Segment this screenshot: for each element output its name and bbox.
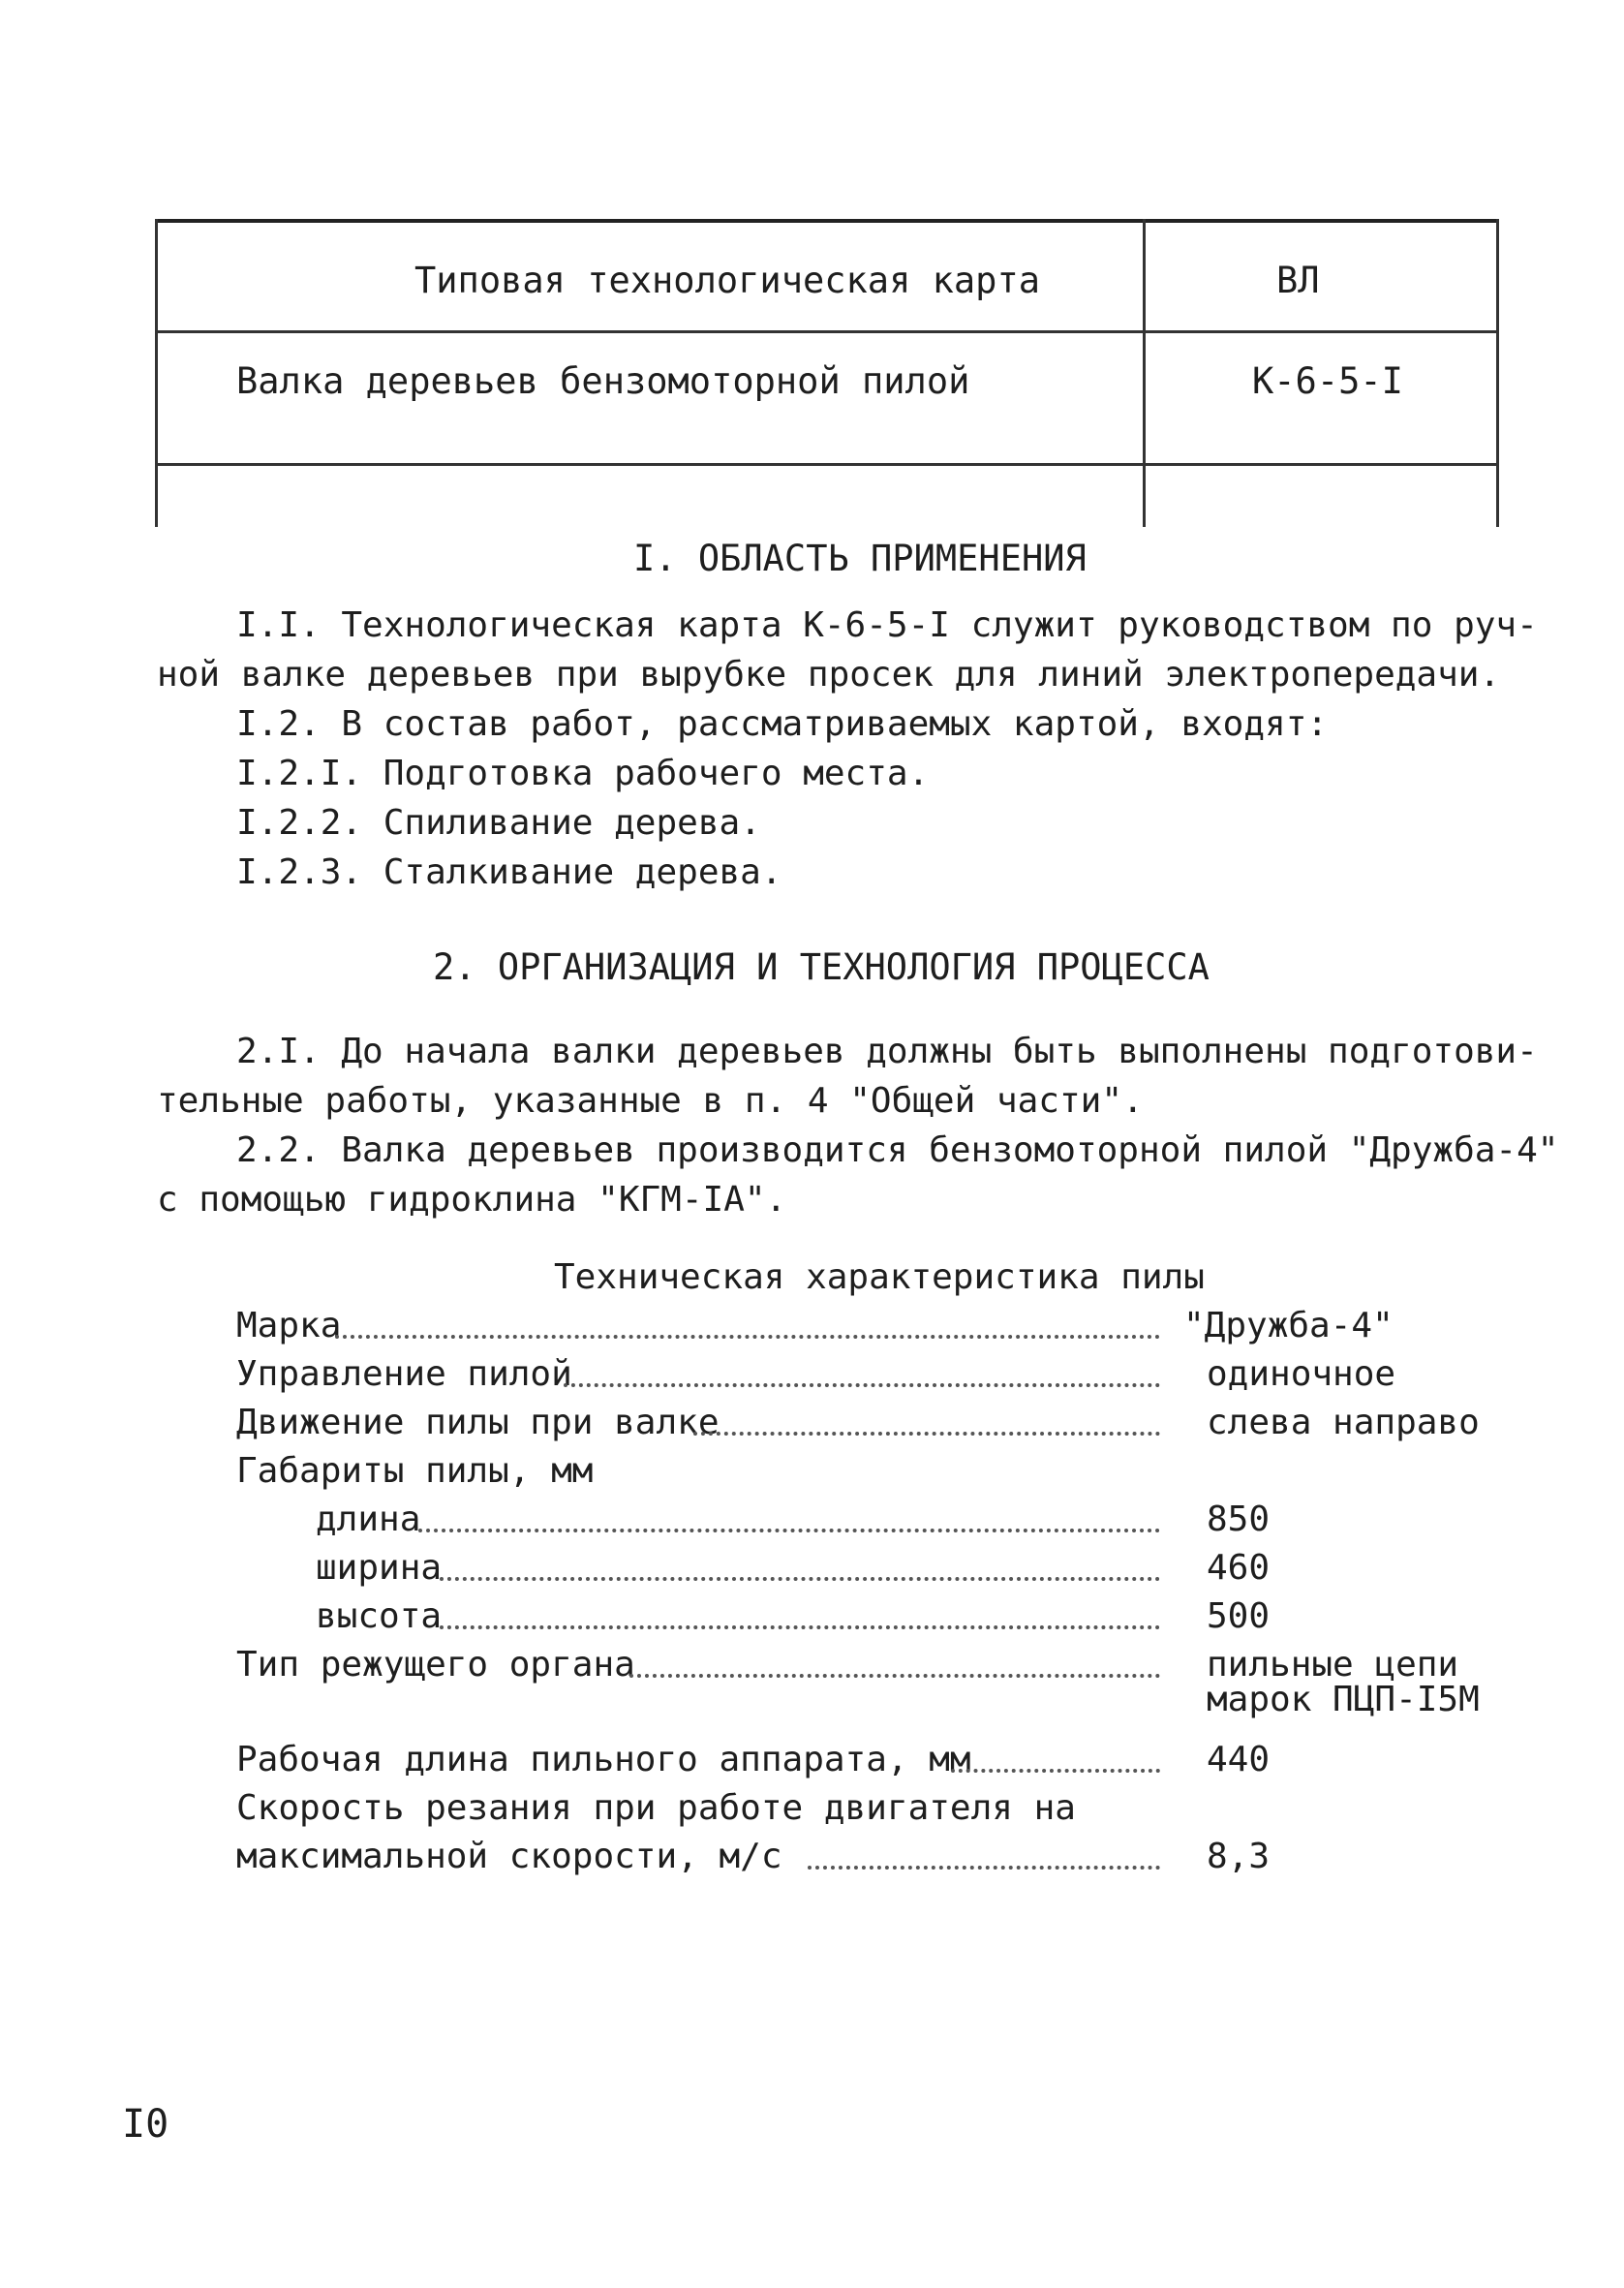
header-middle-border <box>155 330 1499 333</box>
header-column-divider <box>1143 219 1146 527</box>
spec-leader-dots <box>629 1645 1160 1678</box>
section2-paragraph2-line2: с помощью гидроклина "КГМ-IА". <box>157 1180 787 1220</box>
spec-name-dimensions: Габариты пилы, мм <box>236 1451 594 1491</box>
header-left-border <box>155 219 158 527</box>
spec-value-length: 850 <box>1207 1500 1271 1539</box>
spec-value-motion: слева направо <box>1207 1403 1480 1442</box>
section2-paragraph2-line1: 2.2. Валка деревьев производится бензомоторной пилой "Дружба-4" <box>236 1130 1559 1170</box>
section2-paragraph1-line2: тельные работы, указанные в п. 4 "Общей части". <box>157 1081 1144 1121</box>
spec-leader-dots <box>440 1548 1160 1581</box>
section1-list-item: I.2.I. Подготовка рабочего места. <box>236 754 930 793</box>
header-left-subtitle: Валка деревьев бензомоторной пилой <box>236 360 970 402</box>
header-top-border <box>155 219 1499 223</box>
spec-leader-dots <box>951 1740 1160 1773</box>
spec-name-cutting-speed-line1: Скорость резания при работе двигателя на <box>236 1788 1076 1828</box>
section1-title: I. ОБЛАСТЬ ПРИМЕНЕНИЯ <box>633 538 1087 579</box>
spec-name-width: ширина <box>316 1548 443 1588</box>
section1-paragraph2: I.2. В состав работ, рассматриваемых картой, входят: <box>236 704 1329 744</box>
section1-list-item: I.2.2. Спиливание дерева. <box>236 803 761 843</box>
spec-leader-dots <box>418 1500 1160 1532</box>
spec-value-working-length: 440 <box>1207 1740 1271 1779</box>
header-right-number: К-6-5-I <box>1252 360 1403 402</box>
specs-title: Техническая характеристика пилы <box>554 1257 1205 1297</box>
spec-name-cutting-type: Тип режущего органа <box>236 1645 635 1685</box>
spec-leader-dots <box>440 1596 1160 1629</box>
spec-value-height: 500 <box>1207 1596 1271 1636</box>
spec-leader-dots <box>808 1837 1160 1870</box>
spec-name-control: Управление пилой <box>236 1354 572 1394</box>
spec-value-control: одиночное <box>1207 1354 1396 1394</box>
spec-name-working-length: Рабочая длина пильного аппарата, мм <box>236 1740 971 1779</box>
spec-value-brand: "Дружба-4" <box>1183 1306 1394 1345</box>
header-bottom-border <box>155 463 1499 466</box>
spec-name-length: длина <box>316 1500 421 1539</box>
spec-leader-dots <box>564 1354 1160 1387</box>
section1-paragraph1-line2: ной валке деревьев при вырубке просек для линий электропередачи. <box>157 655 1501 695</box>
header-right-border <box>1496 219 1499 527</box>
spec-leader-dots <box>335 1306 1160 1339</box>
section1-paragraph1-line1: I.I. Технологическая карта К-6-5-I служит руководством по руч- <box>236 605 1538 645</box>
spec-name-cutting-speed-line2: максимальной скорости, м/с <box>236 1837 782 1876</box>
section2-title: 2. ОРГАНИЗАЦИЯ И ТЕХНОЛОГИЯ ПРОЦЕССА <box>433 946 1210 988</box>
spec-name-brand: Марка <box>236 1306 342 1345</box>
header-right-code: ВЛ <box>1276 260 1320 301</box>
section2-paragraph1-line1: 2.I. До начала валки деревьев должны быть выполнены подготови- <box>236 1032 1538 1071</box>
page-number: I0 <box>122 2102 169 2147</box>
spec-value-cutting-type-line2: марок ПЦП-I5М <box>1207 1680 1480 1719</box>
section1-list-item: I.2.3. Сталкивание дерева. <box>236 852 782 892</box>
spec-value-cutting-type: пильные цепи <box>1207 1645 1459 1685</box>
spec-value-cutting-speed: 8,3 <box>1207 1837 1271 1876</box>
spec-value-width: 460 <box>1207 1548 1271 1588</box>
spec-name-height: высота <box>316 1596 443 1636</box>
header-left-title: Типовая технологическая карта <box>414 260 1041 301</box>
spec-name-motion: Движение пилы при валке <box>236 1403 720 1442</box>
spec-leader-dots <box>693 1403 1160 1436</box>
